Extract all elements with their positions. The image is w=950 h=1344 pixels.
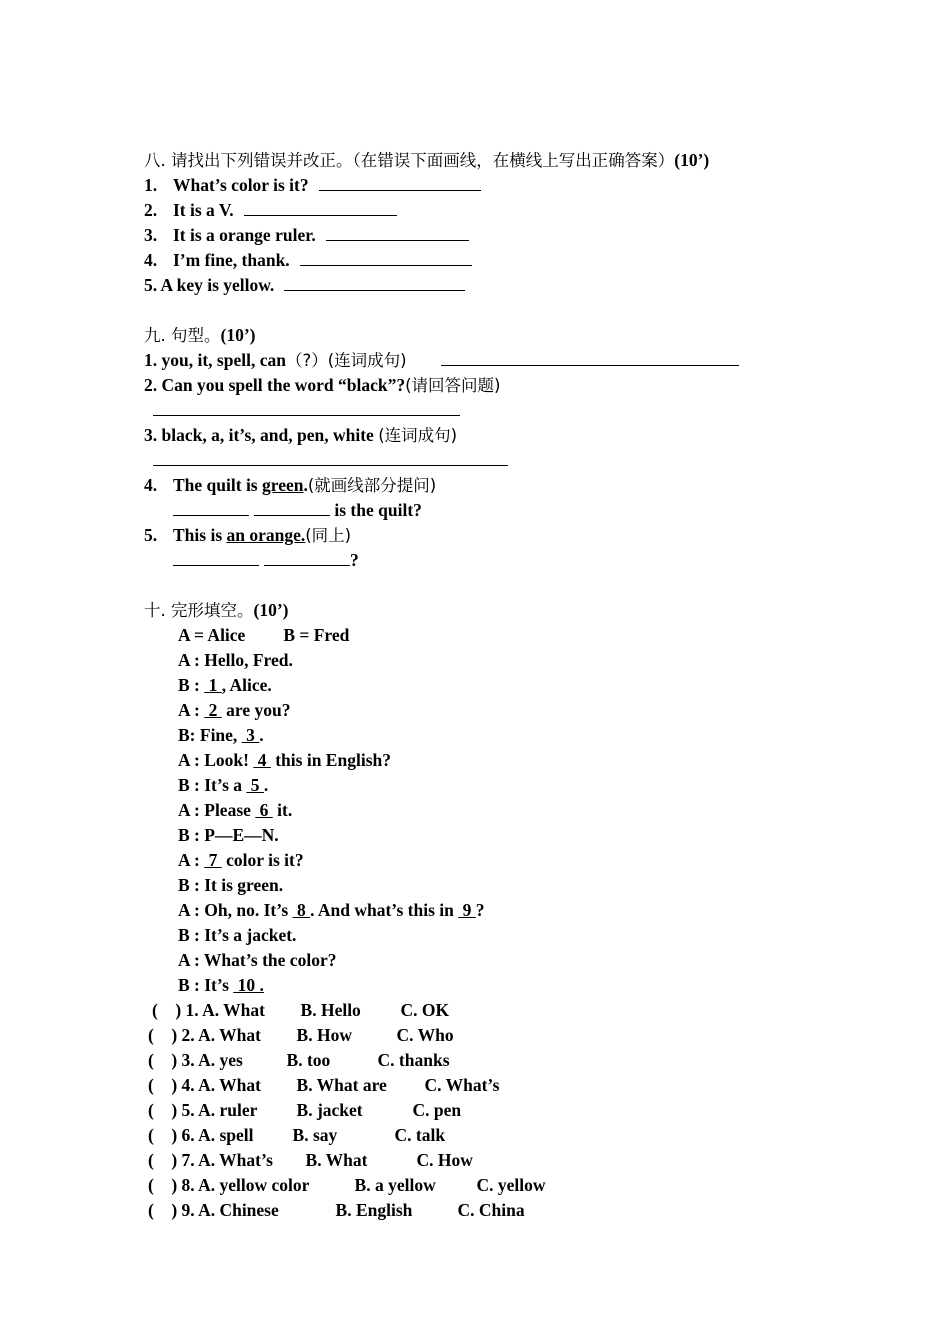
role-b: B = Fred [283,625,350,645]
answer-blank[interactable] [300,248,472,266]
section9-q3-answer-line [153,448,508,472]
item-number: 1. [144,175,158,195]
item-number: 4. [144,250,158,270]
option-b: B. What are [296,1075,387,1095]
item-text: It is a orange ruler. [173,225,316,245]
option-b: B. too [286,1050,331,1070]
option-b: B. Hello [300,1000,361,1020]
dialogue-text: A : Look! [178,750,254,770]
option-a: 9. A. Chinese [181,1200,279,1220]
cloze-blank-3[interactable]: 3 [241,725,260,745]
section10-title [144,598,288,622]
section8-item-5 [144,273,465,297]
choice-row-3 [148,1048,450,1072]
dialogue-text: B : P—E—N. [178,825,279,845]
option-c: C. talk [394,1125,446,1145]
choice-row-5 [148,1098,461,1122]
answer-blank[interactable] [244,198,397,216]
item-text: It is a V. [173,200,234,220]
item-number: 2. [144,200,158,220]
section9-q2 [144,373,500,397]
answer-paren[interactable]: ( ) [148,1200,178,1220]
dialogue-line-13 [178,948,336,972]
dialogue-text: A : Please [178,800,256,820]
dialogue-text: are you? [221,700,291,720]
cloze-blank-9[interactable]: 9 [458,900,476,920]
dialogue-text: this in English? [270,750,391,770]
dialogue-text: A : [178,700,205,720]
option-c: C. pen [412,1100,462,1120]
section8-score: (10’) [674,150,710,170]
dialogue-text: B : It’s a [178,775,247,795]
answer-paren[interactable]: ( ) [148,1050,178,1070]
role-a: A = Alice [178,625,246,645]
q3-hint: (连词成句) [378,426,458,445]
dialogue-text: A : What’s the color? [178,950,337,970]
option-c: C. How [416,1150,473,1170]
dialogue-line-2 [178,673,272,697]
answer-blank[interactable] [153,398,460,416]
q5-number: 5. [144,525,158,545]
dialogue-line-14 [178,973,264,997]
dialogue-line-8 [178,823,279,847]
section9-score: (10’) [220,325,256,345]
dialogue-line-6 [178,773,268,797]
dialogue-text: B : It’s [178,975,234,995]
q5-answer-text: ? [350,550,359,570]
dialogue-line-4 [178,723,264,747]
dialogue-line-5 [178,748,391,772]
choice-row-4 [148,1073,499,1097]
section9-title-text: 九. 句型。 [144,326,221,345]
choice-row-9 [148,1198,525,1222]
section10-score: (10’) [253,600,289,620]
answer-blank[interactable] [326,223,469,241]
option-c: C. Who [396,1025,454,1045]
dialogue-text: . And what’s this in [310,900,459,920]
section9-q5 [144,523,351,547]
q4-period: . [303,475,308,495]
option-a: 2. A. What [181,1025,261,1045]
item-text: I’m fine, thank. [173,250,290,270]
q2-hint: (请回答问题) [405,376,501,395]
option-a: 3. A. yes [181,1050,243,1070]
answer-blank[interactable] [254,498,330,516]
choice-row-7 [148,1148,473,1172]
section8-item-1 [144,173,481,197]
dialogue-text: . [263,775,269,795]
q4-text: The quilt is [173,475,262,495]
dialogue-text: B : [178,675,205,695]
dialogue-line-10 [178,873,283,897]
q3-text: 3. black, a, it’s, and, pen, white [144,425,374,445]
q4-underlined: green [262,475,304,495]
dialogue-line-9 [178,848,304,872]
answer-blank[interactable] [153,448,508,466]
answer-blank[interactable] [264,548,350,566]
dialogue-text: B: Fine, [178,725,242,745]
dialogue-line-1 [178,648,293,672]
dialogue-text: A : Hello, Fred. [178,650,293,670]
cloze-blank-2[interactable]: 2 [204,700,222,720]
q5-text: This is [173,525,227,545]
option-a: 8. A. yellow color [181,1175,310,1195]
option-b: B. English [335,1200,413,1220]
q4-number: 4. [144,475,158,495]
section10-title-text: 十. 完形填空。 [144,601,254,620]
dialogue-line-7 [178,798,292,822]
choice-row-2 [148,1023,454,1047]
answer-blank[interactable] [441,348,739,366]
option-a: 6. A. spell [181,1125,254,1145]
option-c: C. yellow [476,1175,546,1195]
section8-title [144,148,709,172]
q1-text: 1. you, it, spell, can [144,350,286,370]
answer-paren[interactable]: ( ) [148,1125,178,1145]
option-a: 4. A. What [181,1075,261,1095]
section9-q4 [144,473,436,497]
answer-paren[interactable]: ( ) [152,1000,182,1020]
dialogue-text: . [259,725,264,745]
dialogue-text: ? [475,900,485,920]
section8-item-4 [144,248,472,272]
section8-item-2 [144,198,397,222]
cloze-blank-7[interactable]: 7 [204,850,222,870]
dialogue-line-11 [178,898,485,922]
q1-paren: （?） [285,351,328,370]
dialogue-text: it. [272,800,293,820]
dialogue-text: B : It’s a jacket. [178,925,297,945]
section9-q5-answer [173,548,359,572]
item-text: What’s color is it? [173,175,309,195]
section8-item-3 [144,223,469,247]
cloze-blank-4[interactable]: 4 [253,750,271,770]
q4-answer-text: is the quilt? [334,500,422,520]
cloze-blank-6[interactable]: 6 [255,800,273,820]
option-b: B. What [305,1150,368,1170]
answer-paren[interactable]: ( ) [148,1025,178,1045]
dialogue-text: , Alice. [221,675,272,695]
section9-q4-answer [173,498,422,522]
section9-q3 [144,423,457,447]
option-a: 1. A. What [185,1000,265,1020]
roles-line [178,623,349,647]
option-c: C. OK [400,1000,450,1020]
section9-title [144,323,255,347]
q5-underlined: an orange. [226,525,306,545]
option-b: B. How [296,1025,352,1045]
item-number: 5. [144,275,158,295]
answer-blank[interactable] [173,548,259,566]
cloze-blank-10[interactable]: 10 . [233,975,264,995]
option-a: 5. A. ruler [181,1100,258,1120]
dialogue-line-3 [178,698,290,722]
q2-text: 2. Can you spell the word “black”? [144,375,406,395]
answer-blank[interactable] [173,498,249,516]
choice-row-6 [148,1123,445,1147]
section9-q1 [144,348,739,372]
dialogue-text: A : Oh, no. It’s [178,900,293,920]
option-b: B. say [292,1125,338,1145]
answer-paren[interactable]: ( ) [148,1100,178,1120]
answer-blank[interactable] [319,173,481,191]
option-c: C. China [457,1200,525,1220]
dialogue-line-12 [178,923,296,947]
option-c: C. thanks [377,1050,450,1070]
option-b: B. a yellow [354,1175,436,1195]
answer-paren[interactable]: ( ) [148,1150,178,1170]
dialogue-text: A : [178,850,205,870]
choice-row-8 [148,1173,546,1197]
choice-row-1 [152,998,449,1022]
dialogue-text: color is it? [221,850,304,870]
answer-blank[interactable] [284,273,465,291]
cloze-blank-8[interactable]: 8 [292,900,311,920]
answer-paren[interactable]: ( ) [148,1075,178,1095]
q4-hint: (就画线部分提问) [307,476,437,495]
section9-q2-answer-line [153,398,460,422]
cloze-blank-1[interactable]: 1 [204,675,222,695]
section8-title-text: 八. 请找出下列错误并改正。（在错误下面画线，在横线上写出正确答案） [144,151,675,170]
item-text: A key is yellow. [160,275,275,295]
q5-hint: (同上) [305,526,352,545]
option-a: 7. A. What’s [181,1150,273,1170]
dialogue-text: B : It is green. [178,875,284,895]
q1-hint: (连词成句) [327,351,407,370]
item-number: 3. [144,225,158,245]
cloze-blank-5[interactable]: 5 [246,775,264,795]
option-b: B. jacket [296,1100,363,1120]
option-c: C. What’s [424,1075,500,1095]
answer-paren[interactable]: ( ) [148,1175,178,1195]
